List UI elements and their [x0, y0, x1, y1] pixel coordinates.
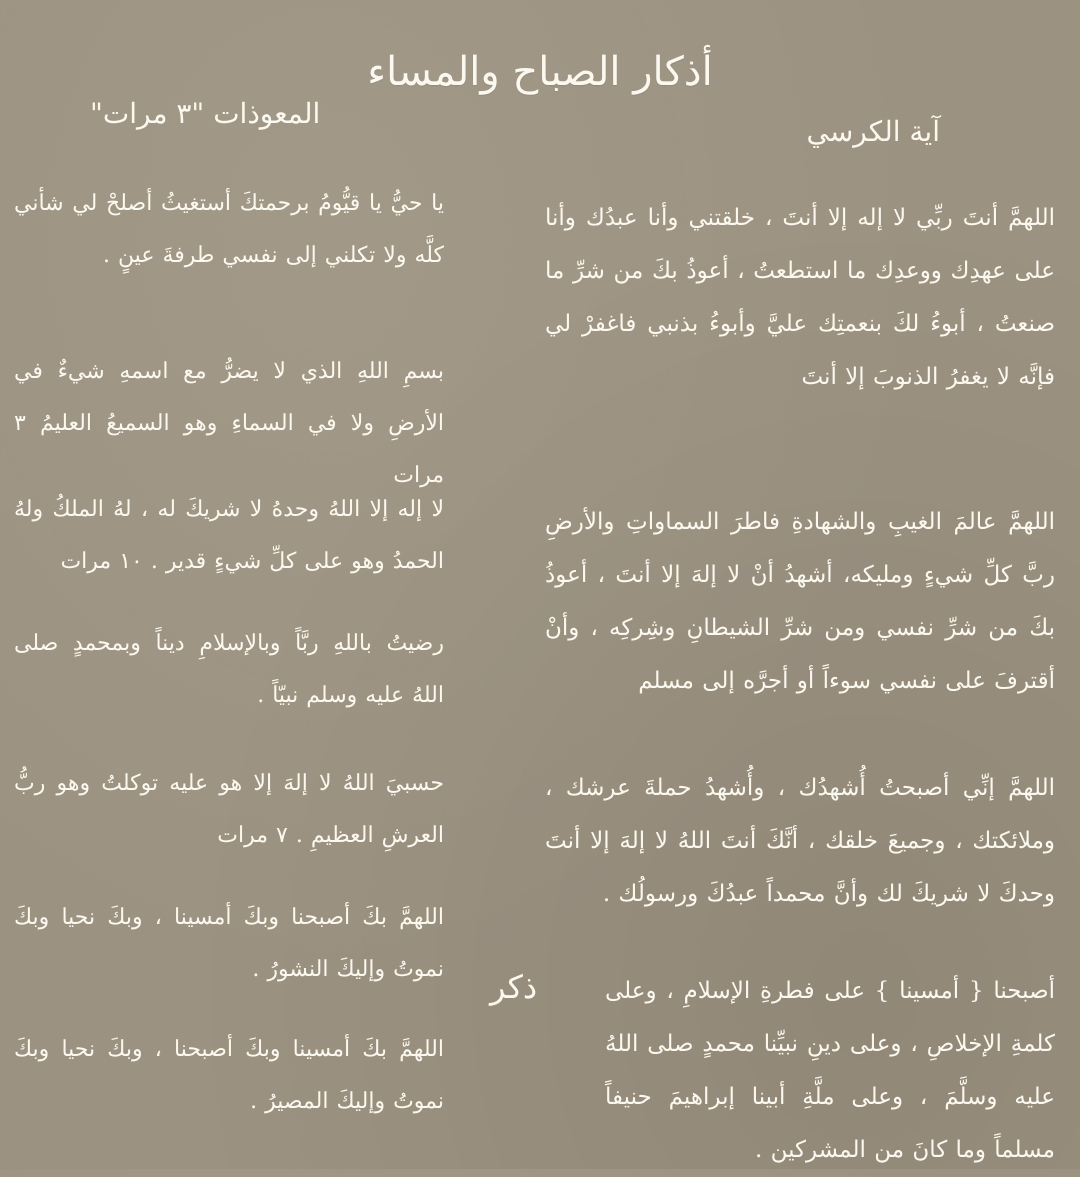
- dhikr-side-label: ذكر: [490, 968, 538, 1006]
- dhikr-bismillah: بسمِ اللهِ الذي لا يضرُّ مع اسمهِ شيءٌ في الأرضِ ولا في السماءِ وهو السميعُ العليمُ ٣ مرات: [14, 359, 444, 488]
- dhikr-tahlil: لا إله إلا اللهُ وحدهُ لا شريكَ له ، لهُ الملكُ ولهُ الحمدُ وهو على كلِّ شيءٍ قدير . ١٠ مرات: [14, 497, 444, 574]
- dhikr-raditu: رضيتُ باللهِ ربَّاً وبالإسلامِ ديناً وبمحمدٍ صلى اللهُ عليه وسلم نبيّاً .: [14, 631, 444, 708]
- page-title: أذكار الصباح والمساء: [367, 49, 713, 95]
- dhikr-hasbiyallah: حسبيَ اللهُ لا إلهَ إلا هو عليه توكلتُ وهو ربُّ العرشِ العظيمِ . ٧ مرات: [14, 771, 444, 848]
- dhikr-bika-asbahna: اللهمَّ بكَ أصبحنا وبكَ أمسينا ، وبكَ نحيا وبكَ نموتُ وإليكَ النشورُ .: [14, 905, 444, 982]
- dhikr-sayyid-al-istighfar: اللهمَّ أنتَ ربِّي لا إله إلا أنتَ ، خلقتني وأنا عبدُك وأنا على عهدِك ووعدِك ما استطعتُ ، أعوذُ بكَ من شرِّ ما صنعتُ ، أبوءُ لكَ بنعمتِك عليَّ وأبوءُ بذنبي فاغفرْ لي فإنَّه لا يغفرُ الذنوبَ إلا أنتَ: [545, 205, 1055, 390]
- heading-muawwidhat: المعوذات "٣ مرات": [90, 97, 321, 130]
- dhikr-fitrat-al-islam: أصبحنا { أمسينا } على فطرةِ الإسلامِ ، وعلى كلمةِ الإخلاصِ ، وعلى دينِ نبيِّنا محمدٍ صلى اللهُ عليه وسلَّمَ ، وعلى ملَّةِ أبينا إبراهيمَ حنيفاً مسلماً وما كانَ من المشركين .: [605, 978, 1055, 1163]
- dhikr-alim-al-ghayb: اللهمَّ عالمَ الغيبِ والشهادةِ فاطرَ السماواتِ والأرضِ ربَّ كلِّ شيءٍ ومليكه، أشهدُ أنْ لا إلهَ إلا أنتَ ، أعوذُ بكَ من شرِّ نفسي ومن شرِّ الشيطانِ وشِركِه ، وأنْ أقترفَ على نفسي سوءاً أو أجرَّه إلى مسلم: [545, 509, 1055, 694]
- heading-ayat-al-kursi: آية الكرسي: [806, 115, 940, 148]
- dhikr-ya-hayyu: يا حيُّ يا قيُّومُ برحمتكَ أستغيثُ أصلحْ لي شأني كلَّه ولا تكلني إلى نفسي طرفةَ عينٍ .: [14, 191, 444, 268]
- dhikr-bika-amsayna: اللهمَّ بكَ أمسينا وبكَ أصبحنا ، وبكَ نحيا وبكَ نموتُ وإليكَ المصيرُ .: [14, 1037, 444, 1114]
- dhikr-ushhiduk: اللهمَّ إنِّي أصبحتُ أُشهدُك ، وأُشهدُ حملةَ عرشك ، وملائكتك ، وجميعَ خلقك ، أنَّكَ أنتَ اللهُ لا إلهَ إلا أنتَ وحدكَ لا شريكَ لك وأنَّ محمداً عبدُكَ ورسولُك .: [545, 775, 1055, 907]
